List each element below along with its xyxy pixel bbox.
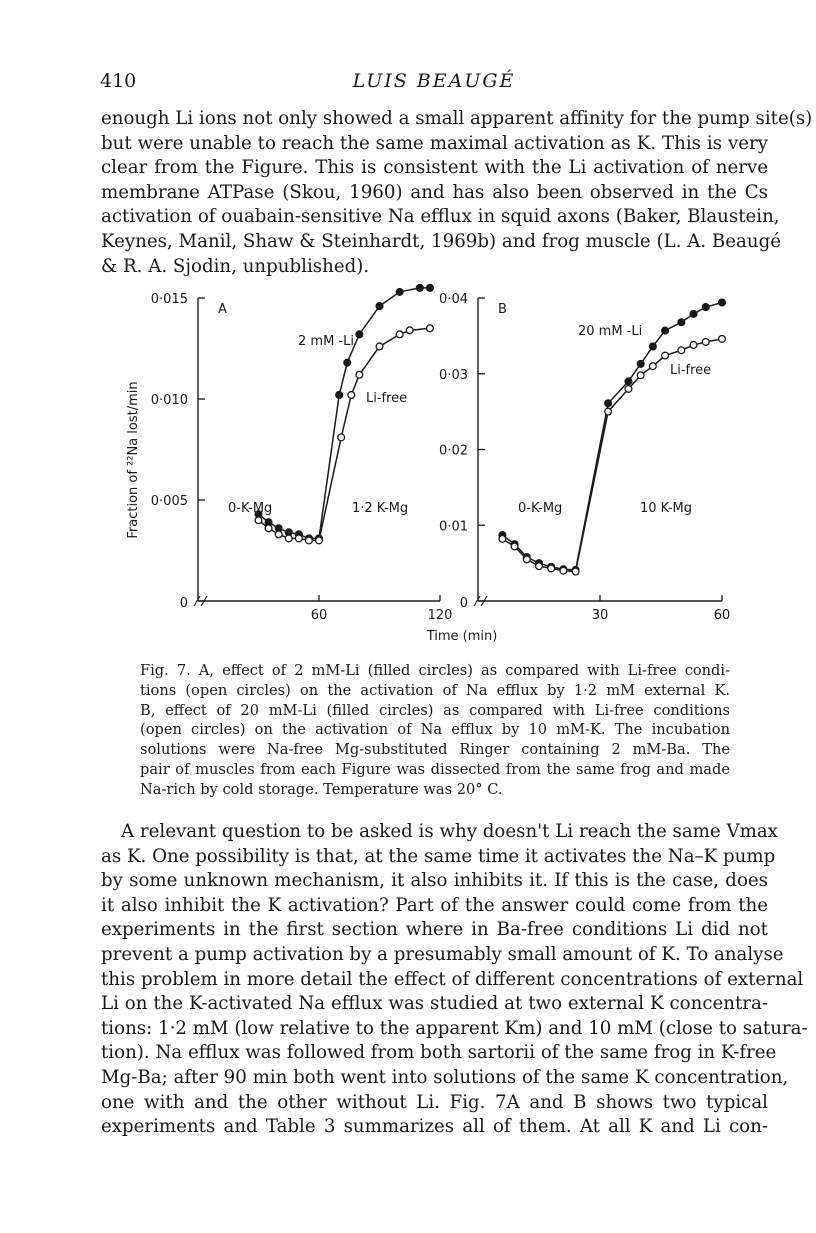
caption-line: pair of muscles from each Figure was dissected from the same frog and made	[140, 760, 730, 778]
data-point-filled	[396, 289, 403, 296]
data-point-filled	[719, 299, 726, 306]
y-tick-label: 0·03	[439, 367, 468, 383]
text-line: by some unknown mechanism, it also inhibits it. If this is the case, does	[101, 870, 768, 892]
y-axis-label: Fraction of ²²Na lost/min	[126, 381, 141, 539]
caption-line: (open circles) on the activation of Na efflux by 10 mM-K. The incubation	[140, 721, 730, 739]
data-point-open	[548, 565, 555, 572]
data-point-open	[348, 392, 355, 399]
curve-label-li-free: Li-free	[366, 391, 408, 406]
data-point-open	[649, 363, 656, 370]
data-point-filled	[605, 400, 612, 407]
data-point-filled	[637, 361, 644, 368]
data-point-filled	[690, 311, 697, 318]
data-point-open	[275, 531, 282, 538]
text-line: Li on the K-activated Na efflux was studied at two external K concentra-	[101, 993, 768, 1015]
data-point-open	[637, 372, 644, 379]
data-point-open	[572, 568, 579, 575]
data-point-open	[511, 543, 518, 550]
condition-label-pre: 0-K-Mg	[518, 501, 563, 516]
data-point-open	[702, 339, 709, 346]
data-point-open	[295, 535, 302, 542]
text-line: enough Li ions not only showed a small apparent affinity for the pump site(s)	[101, 108, 813, 129]
x-tick-label: 120	[427, 608, 453, 623]
data-point-open	[255, 517, 262, 524]
data-point-filled	[625, 378, 632, 385]
data-point-filled	[344, 359, 351, 366]
text-line: tion). Na efflux was followed from both sartorii of the same frog in K-free	[101, 1042, 777, 1064]
text-line: Mg-Ba; after 90 min both went into solutions of the same K concentration,	[101, 1066, 789, 1088]
y-tick-label: 0·010	[150, 393, 188, 408]
y-tick-label: 0·01	[439, 519, 468, 535]
curve-label-li: 20 mM -Li	[578, 324, 643, 339]
text-line: clear from the Figure. This is consistent with the Li activation of nerve	[101, 157, 768, 179]
data-point-filled	[356, 331, 363, 338]
caption-line: Na-rich by cold storage. Temperature was 20° C.	[140, 780, 503, 798]
text-line: experiments in the first section where in Ba-free conditions Li did not	[101, 919, 768, 941]
data-point-open	[338, 434, 345, 441]
data-point-filled	[649, 343, 656, 350]
caption-line: B, effect of 20 mM-Li (filled circles) as compared with Li-free conditions	[140, 701, 730, 719]
text-line: one with and the other without Li. Fig. 7A and B shows two typical	[101, 1091, 768, 1113]
text-line: prevent a pump activation by a presumably small amount of K. To analyse	[101, 943, 784, 965]
text-line: this problem in more detail the effect of different concentrations of external	[101, 968, 804, 990]
data-point-filled	[702, 304, 709, 311]
text-line: it also inhibit the K activation? Part of the answer could come from the	[101, 894, 768, 916]
data-point-open	[678, 347, 685, 354]
data-point-open	[523, 556, 530, 563]
caption-line: solutions were Na-free Mg-substituted Ringer containing 2 mM-Ba. The	[140, 741, 730, 759]
data-point-open	[719, 336, 726, 343]
caption-line: tions (open circles) on the activation of Na efflux by 1·2 mM external K.	[140, 681, 730, 699]
text-line: Keynes, Manil, Shaw & Steinhardt, 1969b) and frog muscle (L. A. Beaugé	[101, 230, 781, 252]
panel-letter: B	[498, 302, 507, 317]
text-line: & R. A. Sjodin, unpublished).	[101, 255, 370, 277]
panel-a-chart	[151, 285, 453, 624]
y-tick-label: 0	[459, 596, 468, 611]
data-point-open	[560, 567, 567, 574]
y-tick-label: 0·015	[150, 292, 188, 307]
condition-label-post: 10 K-Mg	[640, 501, 692, 516]
data-point-open	[306, 537, 313, 544]
running-head: LUIS BEAUGÉ	[352, 70, 516, 92]
data-point-open	[316, 537, 323, 544]
data-point-filled	[416, 285, 423, 292]
y-tick-label: 0	[179, 596, 188, 611]
y-tick-label: 0·005	[150, 494, 188, 509]
data-point-open	[625, 386, 632, 393]
panel-b-chart	[439, 292, 730, 623]
panel-letter: A	[218, 302, 227, 317]
x-tick-label: 60	[713, 608, 731, 623]
data-point-open	[285, 535, 292, 542]
text-line: A relevant question to be asked is why doesn't Li reach the same Vmax	[121, 821, 778, 842]
series-line-li	[502, 303, 722, 570]
curve-label-li: 2 mM -Li	[298, 334, 354, 349]
x-tick-label: 30	[591, 608, 609, 623]
data-point-filled	[336, 392, 343, 399]
curve-label-li-free: Li-free	[670, 363, 712, 378]
text-line: as K. One possibility is that, at the same time it activates the Na–K pump	[101, 845, 776, 867]
data-point-open	[396, 331, 403, 338]
condition-label-post: 1·2 K-Mg	[352, 501, 409, 516]
y-tick-label: 0·04	[439, 292, 468, 307]
data-point-open	[406, 327, 413, 334]
data-point-open	[356, 371, 363, 378]
text-line: membrane ATPase (Skou, 1960) and has also been observed in the Cs	[101, 181, 768, 203]
data-point-open	[536, 563, 543, 570]
bottom-paragraph	[101, 820, 808, 1140]
data-point-filled	[427, 285, 434, 292]
data-point-open	[376, 343, 383, 350]
data-point-open	[605, 408, 612, 415]
text-line: but were unable to reach the same maximal activation as K. This is very	[101, 132, 768, 154]
data-point-open	[499, 535, 506, 542]
text-line: activation of ouabain-sensitive Na efflux in squid axons (Baker, Blaustein,	[101, 206, 780, 228]
caption-line: Fig. 7. A, effect of 2 mM-Li (filled circles) as compared with Li-free condi-	[140, 662, 730, 679]
text-line: experiments and Table 3 summarizes all of them. At all K and Li con-	[101, 1116, 768, 1138]
data-point-open	[427, 325, 434, 332]
y-tick-label: 0·02	[439, 443, 468, 459]
data-point-filled	[662, 327, 669, 334]
x-tick-label: 60	[310, 608, 328, 623]
figure-caption	[140, 661, 730, 800]
page-number: 410	[100, 70, 137, 92]
x-axis-label: Time (min)	[426, 629, 498, 644]
condition-label-pre: 0-K-Mg	[228, 501, 273, 516]
text-line: tions: 1·2 mM (low relative to the apparent Km) and 10 mM (close to satura-	[101, 1017, 808, 1039]
data-point-filled	[376, 303, 383, 310]
data-point-open	[662, 352, 669, 359]
data-point-filled	[678, 319, 685, 326]
data-point-open	[265, 525, 272, 532]
data-point-open	[690, 342, 697, 349]
